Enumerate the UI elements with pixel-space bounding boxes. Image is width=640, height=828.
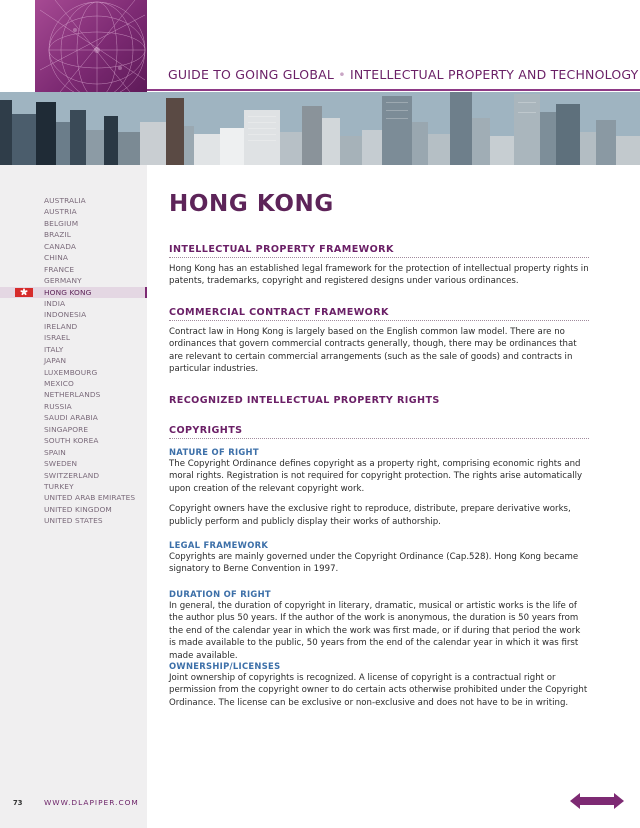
country-item[interactable]: FRANCE <box>44 264 75 274</box>
page-number: 73 <box>13 799 23 807</box>
country-item[interactable]: INDONESIA <box>44 310 87 320</box>
city-skyline-image <box>0 92 640 165</box>
globe-graphic <box>35 0 147 92</box>
country-item[interactable]: SAUDI ARABIA <box>44 413 98 423</box>
section-heading: INTELLECTUAL PROPERTY FRAMEWORK <box>169 244 589 258</box>
country-item[interactable]: BRAZIL <box>44 230 71 240</box>
subsection-text: Copyrights are mainly governed under the Copyright Ordinance (Cap.528). Hong Kong became signatory to Berne Convention in 1997. <box>169 552 579 575</box>
page-nav-arrows <box>570 793 622 809</box>
arrow-right-icon[interactable] <box>598 793 624 809</box>
duration-of-right-block <box>169 589 589 662</box>
country-item[interactable]: UNITED KINGDOM <box>44 504 112 514</box>
country-item[interactable]: AUSTRIA <box>44 207 77 217</box>
subsection-text: Joint ownership of copyrights is recognized. A license of copyright is a contractual right or permission from the copyright owner to do certain acts otherwise prohibited under the Copyright Ordinance. The license can be exclusive or non-exclusive and does not have to be in writing. <box>169 673 588 708</box>
nature-of-right-block <box>169 447 589 528</box>
header-rule <box>147 89 640 91</box>
country-item[interactable]: ISRAEL <box>44 333 71 343</box>
country-nav <box>0 195 147 527</box>
country-item[interactable]: UNITED STATES <box>44 516 103 526</box>
country-item[interactable]: NETHERLANDS <box>44 390 101 400</box>
country-item[interactable]: TURKEY <box>44 481 74 491</box>
subsection-text: In general, the duration of copyright in literary, dramatic, musical or artistic works is the life of the author plus 50 years. If the author of the work is anonymous, the duration is 50 years from the end of the calendar year in which the work was first made, or if during that period the work is made available to the public, 50 years from the end of the calendar year in which it was first made available. <box>169 601 581 661</box>
country-item[interactable]: SWEDEN <box>44 459 78 469</box>
globe-icon <box>35 0 147 92</box>
document-header-title <box>168 67 639 82</box>
skyline-banner <box>0 92 640 165</box>
contract-framework-section <box>169 307 589 376</box>
copyrights-section <box>169 425 589 439</box>
country-item[interactable]: JAPAN <box>44 356 67 366</box>
country-item-active[interactable]: HONG KONG <box>0 287 147 298</box>
section-text: Hong Kong has an established legal framework for the protection of intellectual property rights in patents, trademarks, copyright and registered designs under various ordinances. <box>169 264 589 287</box>
ownership-licenses-block <box>169 661 589 709</box>
country-item[interactable]: SWITZERLAND <box>44 470 100 480</box>
legal-framework-block <box>169 540 589 576</box>
country-item[interactable]: BELGIUM <box>44 218 79 228</box>
subsection-heading: LEGAL FRAMEWORK <box>169 540 269 550</box>
subsection-text: The Copyright Ordinance defines copyright as a property right, comprising economic rights and moral rights. Registration is not required for copyright protection. The rights arise automatically upon creation of the relevant copyright work. <box>169 459 583 494</box>
section-heading: RECOGNIZED INTELLECTUAL PROPERTY RIGHTS <box>169 395 440 406</box>
subsection-heading: OWNERSHIP/LICENSES <box>169 661 281 671</box>
country-item[interactable]: INDIA <box>44 298 66 308</box>
subsection-heading: NATURE OF RIGHT <box>169 447 259 457</box>
country-item[interactable]: MEXICO <box>44 379 74 388</box>
guide-title-part2: INTELLECTUAL PROPERTY AND TECHNOLOGY <box>349 67 639 82</box>
subsection-text: Copyright owners have the exclusive right to reproduce, distribute, prepare derivative works, publicly perform and publicly display their works of authorship. <box>169 504 571 527</box>
country-item[interactable]: LUXEMBOURG <box>44 367 98 377</box>
country-item[interactable]: RUSSIA <box>44 401 72 411</box>
country-item[interactable]: ITALY <box>44 344 64 354</box>
country-item[interactable]: GERMANY <box>44 276 82 286</box>
hong-kong-flag-icon <box>15 288 33 298</box>
subsection-heading: DURATION OF RIGHT <box>169 589 271 599</box>
title-separator: • <box>338 67 346 82</box>
section-text: Contract law in Hong Kong is largely based on the English common law model. There are no ordinances that govern commercial contracts generally, though, there may be ordinances that are relevant to certain commercial arrangements (such as the sale of goods) and contracts in particular industries. <box>169 327 577 375</box>
country-item[interactable]: CANADA <box>44 241 77 251</box>
section-heading: COMMERCIAL CONTRACT FRAMEWORK <box>169 307 589 321</box>
country-item[interactable]: SPAIN <box>44 447 66 457</box>
country-item[interactable]: SINGAPORE <box>44 424 89 434</box>
page-title: HONG KONG <box>169 191 334 217</box>
section-heading: COPYRIGHTS <box>169 425 589 439</box>
ip-framework-section <box>169 244 589 288</box>
recognized-rights-section <box>169 395 589 406</box>
website-link[interactable]: WWW.DLAPIPER.COM <box>44 798 139 807</box>
country-item[interactable]: UNITED ARAB EMIRATES <box>44 493 136 503</box>
country-item[interactable]: CHINA <box>44 253 68 263</box>
country-item[interactable]: IRELAND <box>44 321 78 331</box>
country-item[interactable]: SOUTH KOREA <box>44 436 99 446</box>
country-item[interactable]: AUSTRALIA <box>44 196 86 205</box>
guide-title-part1: GUIDE TO GOING GLOBAL <box>168 67 335 82</box>
